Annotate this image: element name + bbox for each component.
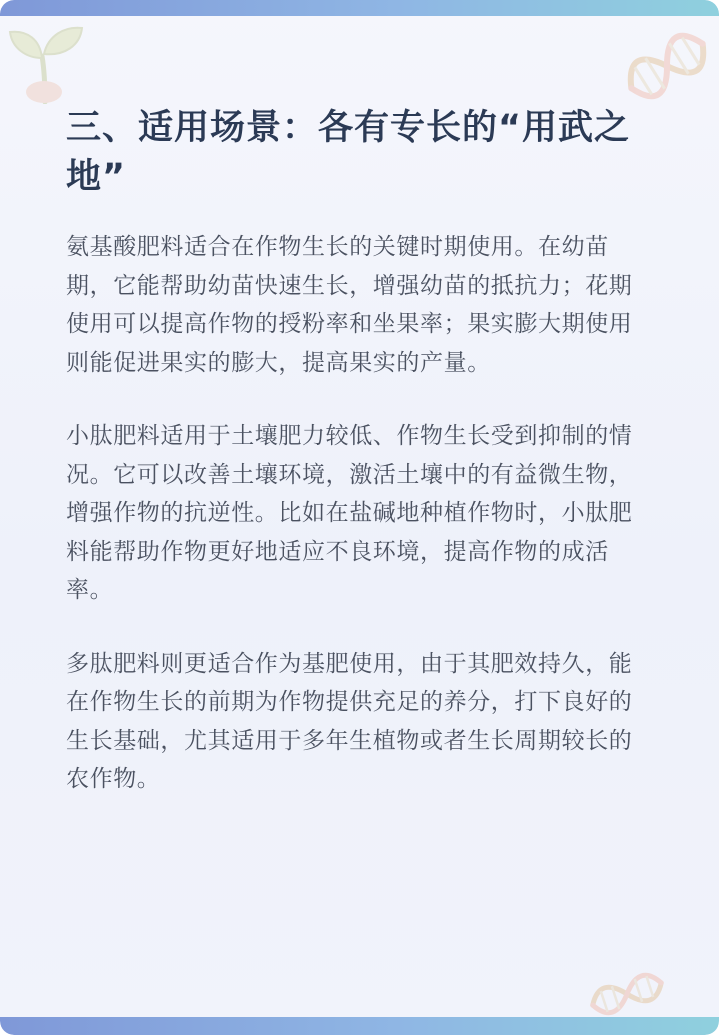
bottom-gradient-bar [0,1017,719,1035]
section-title: 三、适用场景：各有专长的“用武之地” [66,108,631,197]
article-body [66,228,646,834]
paragraph-small-peptide: 小肽肥料适用于土壤肥力较低、作物生长受到抑制的情况。它可以改善土壤环境，激活土壤中的有益微生物，增强作物的抗逆性。比如在盐碱地种植作物时，小肽肥料能帮助作物更好地适应不良环境，提高作物的成活率。 [66,423,633,603]
top-gradient-bar [0,0,719,16]
dna-icon [587,971,667,1017]
dna-icon [621,30,713,102]
paragraph-polypeptide: 多肽肥料则更适合作为基肥使用，由于其肥效持久，能在作物生长的前期为作物提供充足的养分，打下良好的生长基础，尤其适用于多年生植物或者生长周期较长的农作物。 [66,650,633,792]
sprout-icon [4,18,86,104]
paragraph-amino-acid: 氨基酸肥料适合在作物生长的关键时期使用。在幼苗期，它能帮助幼苗快速生长，增强幼苗的抵抗力；花期使用可以提高作物的授粉率和坐果率；果实膨大期使用则能促进果实的膨大，提高果实的产量。 [66,234,633,376]
